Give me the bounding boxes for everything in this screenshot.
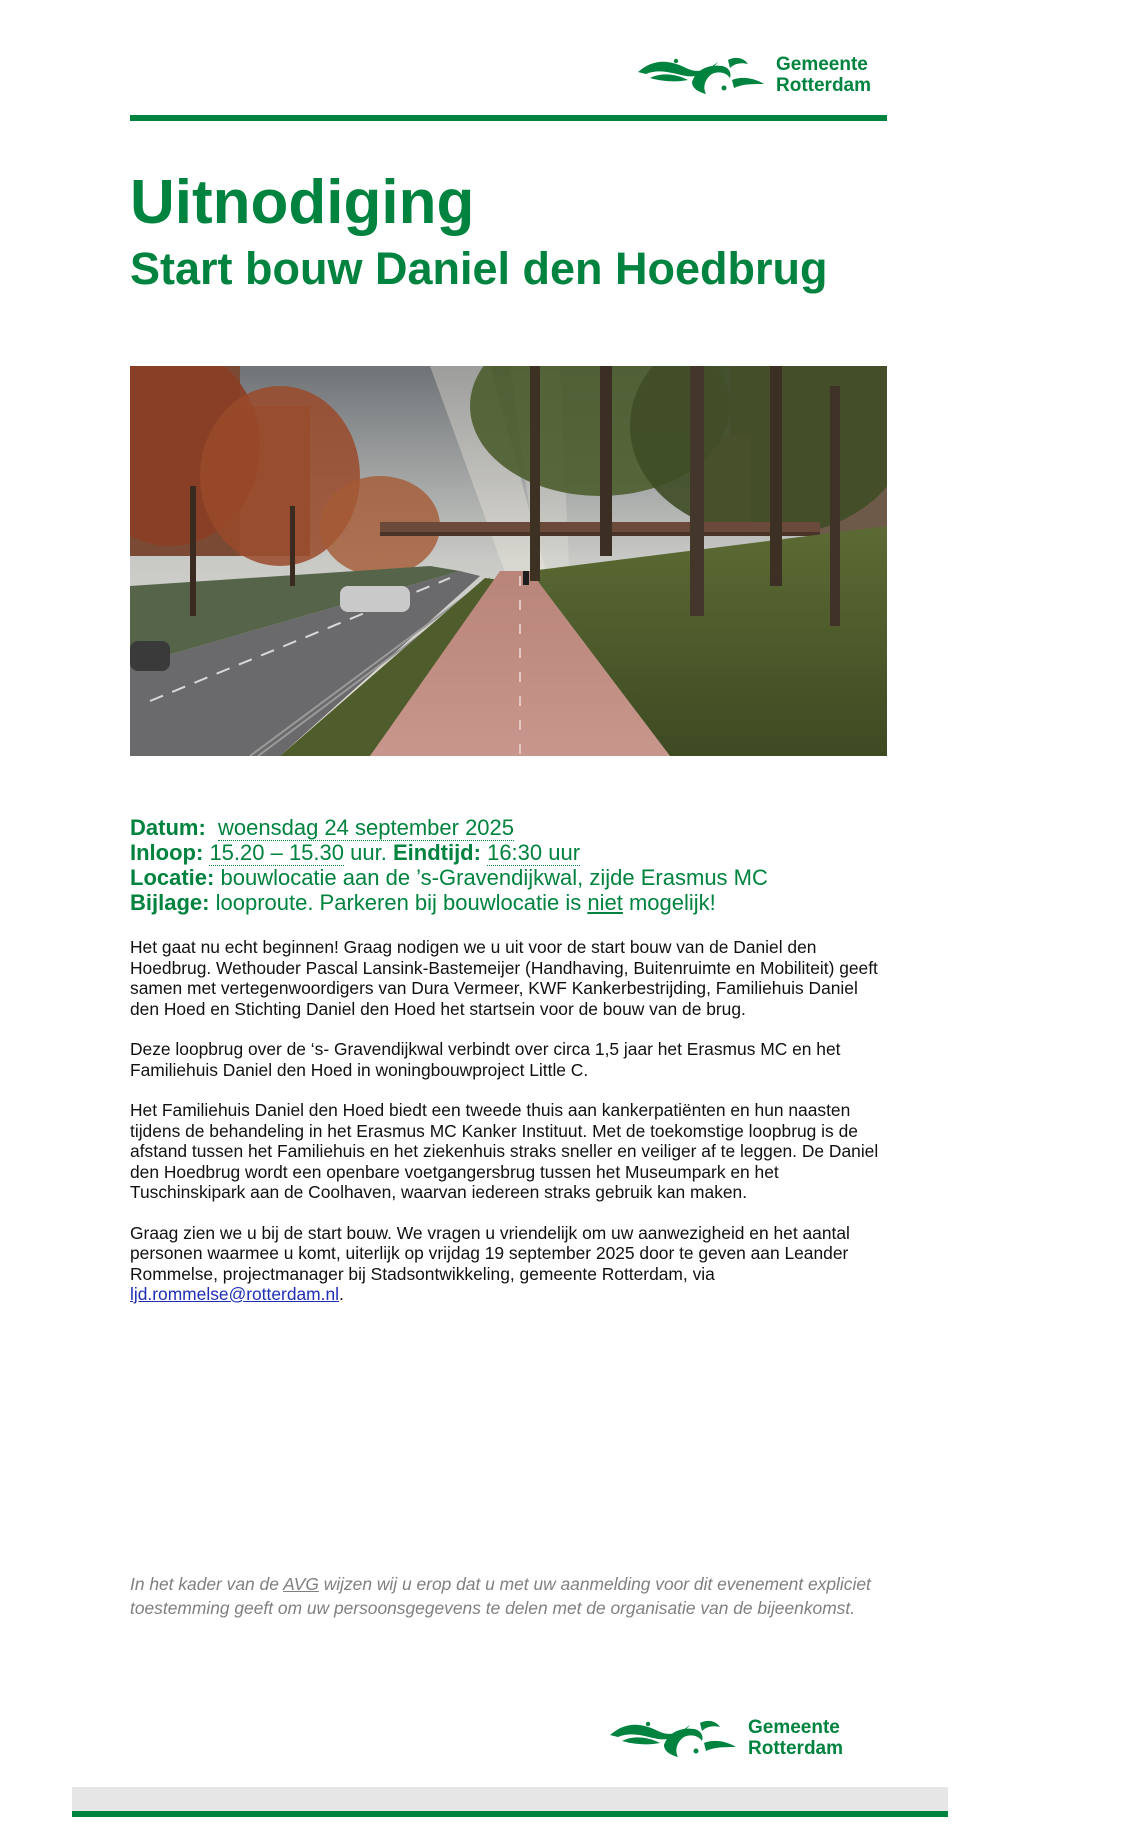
eindtijd-value: 16:30 uur	[487, 840, 581, 865]
page-title: Uitnodiging	[130, 168, 475, 237]
logo-text-rotterdam: Rotterdam	[748, 1738, 844, 1759]
bijlage-label: Bijlage:	[130, 890, 210, 915]
logo-text-rotterdam: Rotterdam	[776, 75, 872, 96]
inloop-label: Inloop:	[130, 840, 204, 865]
body-paragraph-3: Het Familiehuis Daniel den Hoed biedt een tweede thuis aan kankerpatiënten en hun naasten tijdens de behandeling in het Erasmus MC Kanker Instituut. Met de toekomstige loopbrug is de afstand tussen het Familiehuis en het ziekenhuis straks sneller en veiliger af te leggen. De Daniel den Hoedbrug wordt een openbare voetgangersbrug tussen het Museumpark en het Tuschinskipark aan de Coolhaven, waarvan iedereen straks gebruik kan maken.	[130, 1100, 879, 1202]
invitation-body	[130, 937, 890, 1325]
rotterdam-river-icon	[636, 52, 766, 98]
location-row	[130, 865, 950, 890]
time-row	[130, 840, 950, 865]
logo-text-gemeente: Gemeente	[748, 1717, 840, 1738]
body-paragraph-2: Deze loopbrug over de ‘s- Gravendijkwal verbindt over circa 1,5 jaar het Erasmus MC en het Familiehuis Daniel den Hoed in woningbouwproject Little C.	[130, 1039, 841, 1080]
attachment-row	[130, 890, 950, 915]
footer-divider	[72, 1811, 948, 1817]
gemeente-rotterdam-logo-footer	[608, 1715, 843, 1761]
event-details	[130, 815, 950, 915]
email-link[interactable]: ljd.rommelse@rotterdam.nl	[130, 1284, 340, 1304]
bijlage-emphasis: niet	[587, 890, 623, 915]
body-paragraph-1: Het gaat nu echt beginnen! Graag nodigen we u uit voor de start bouw van de Daniel den Hoedbrug. Wethouder Pascal Lansink-Bastemeijer (Handhaving, Buitenruimte en Mobiliteit) geeft samen met vertegenwoordigers van Dura Vermeer, KWF Kankerbestrijding, Familiehuis Daniel den Hoed en Stichting Daniel den Hoed het startsein voor de bouw van de brug.	[130, 937, 878, 1019]
bijlage-value: looproute. Parkeren bij bouwlocatie is	[215, 890, 582, 915]
body-paragraph-4	[130, 1223, 890, 1305]
gemeente-rotterdam-logo	[636, 52, 871, 98]
rsvp-text-end: .	[339, 1284, 344, 1304]
date-label: Datum:	[130, 815, 206, 840]
bijlage-value-end: mogelijk!	[628, 890, 716, 915]
privacy-text-a: In het kader van de	[130, 1574, 279, 1594]
inloop-value: 15.20 – 15.30	[209, 840, 345, 865]
bridge-rendering-photo	[130, 366, 887, 756]
page-subtitle: Start bouw Daniel den Hoedbrug	[130, 243, 828, 294]
avg-term: AVG	[283, 1574, 319, 1594]
privacy-text-b: wijzen wij u erop dat u met uw aanmelding voor dit evenement expliciet toestemming geeft om uw persoonsgegevens te delen met de organisatie van de bijeenkomst.	[130, 1574, 871, 1618]
date-value: woensdag 24 september 2025	[218, 815, 515, 840]
logo-text-gemeente: Gemeente	[776, 54, 868, 75]
rsvp-text: Graag zien we u bij de start bouw. We vragen u vriendelijk om uw aanwezigheid en het aantal personen waarmee u komt, uiterlijk op vrijdag 19 september 2025 door te geven aan Leander Rommelse, projectmanager bij Stadsontwikkeling, gemeente Rotterdam, via	[130, 1222, 850, 1284]
inloop-suffix: uur.	[350, 840, 387, 865]
date-row	[130, 815, 950, 840]
privacy-note	[130, 1572, 890, 1620]
locatie-value: bouwlocatie aan de ’s-Gravendijkwal, zijde Erasmus MC	[220, 865, 768, 890]
header-divider	[130, 115, 887, 121]
footer-bar	[72, 1787, 948, 1811]
rotterdam-river-icon	[608, 1715, 738, 1761]
eindtijd-label: Eindtijd:	[392, 840, 481, 865]
locatie-label: Locatie:	[130, 865, 215, 890]
